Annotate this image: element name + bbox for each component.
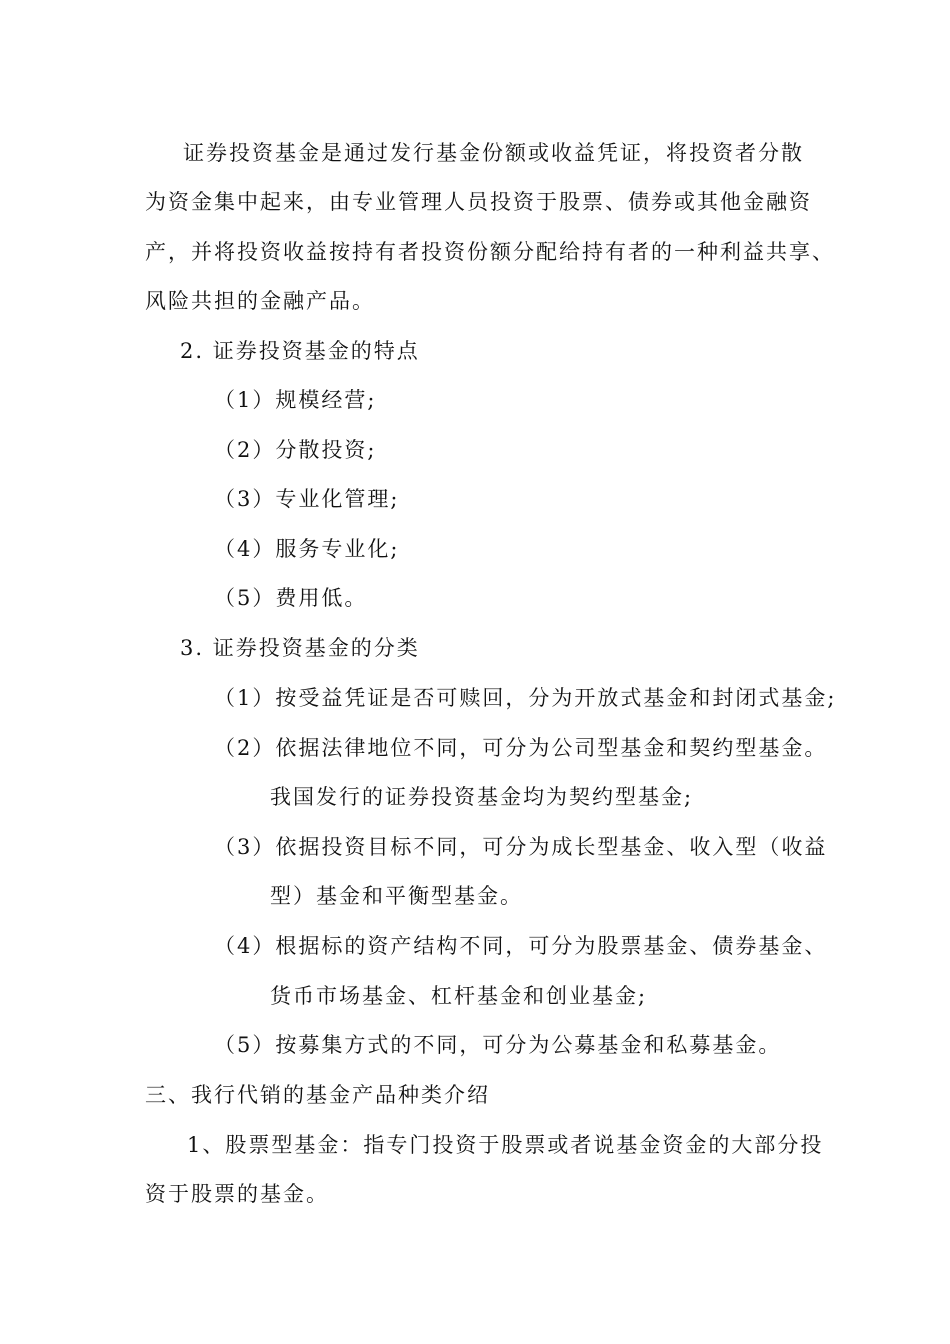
paragraph-line: 1、股票型基金：指专门投资于股票或者说基金资金的大部分投	[187, 1133, 824, 1157]
list-item: （5）费用低。	[214, 586, 368, 610]
list-item: （1）按受益凭证是否可赎回，分为开放式基金和封闭式基金;	[214, 686, 837, 710]
list-item: （3）专业化管理;	[214, 487, 400, 511]
intro-line: 产，并将投资收益按持有者投资份额分配给持有者的一种利益共享、	[145, 240, 835, 264]
part-heading: 三、我行代销的基金产品种类介绍	[145, 1083, 490, 1107]
list-item: （3）依据投资目标不同，可分为成长型基金、收入型（收益	[214, 835, 828, 859]
list-item: （4）根据标的资产结构不同，可分为股票基金、债券基金、	[214, 934, 828, 958]
list-item: （5）按募集方式的不同，可分为公募基金和私募基金。	[214, 1033, 782, 1057]
list-item-continuation: 货币市场基金、杠杆基金和创业基金;	[270, 984, 648, 1008]
intro-line: 证券投资基金是通过发行基金份额或收益凭证，将投资者分散	[183, 141, 804, 165]
list-item: （4）服务专业化;	[214, 537, 400, 561]
intro-line: 为资金集中起来，由专业管理人员投资于股票、债券或其他金融资	[145, 190, 812, 214]
section-heading: 2. 证券投资基金的特点	[180, 339, 420, 363]
list-item-continuation: 型）基金和平衡型基金。	[270, 884, 523, 908]
intro-line: 风险共担的金融产品。	[145, 289, 375, 313]
list-item: （2）依据法律地位不同，可分为公司型基金和契约型基金。	[214, 736, 828, 760]
paragraph-line: 资于股票的基金。	[145, 1182, 329, 1206]
list-item: （1）规模经营;	[214, 388, 377, 412]
section-heading: 3. 证券投资基金的分类	[180, 636, 420, 660]
list-item-continuation: 我国发行的证券投资基金均为契约型基金;	[270, 785, 694, 809]
list-item: （2）分散投资;	[214, 438, 377, 462]
